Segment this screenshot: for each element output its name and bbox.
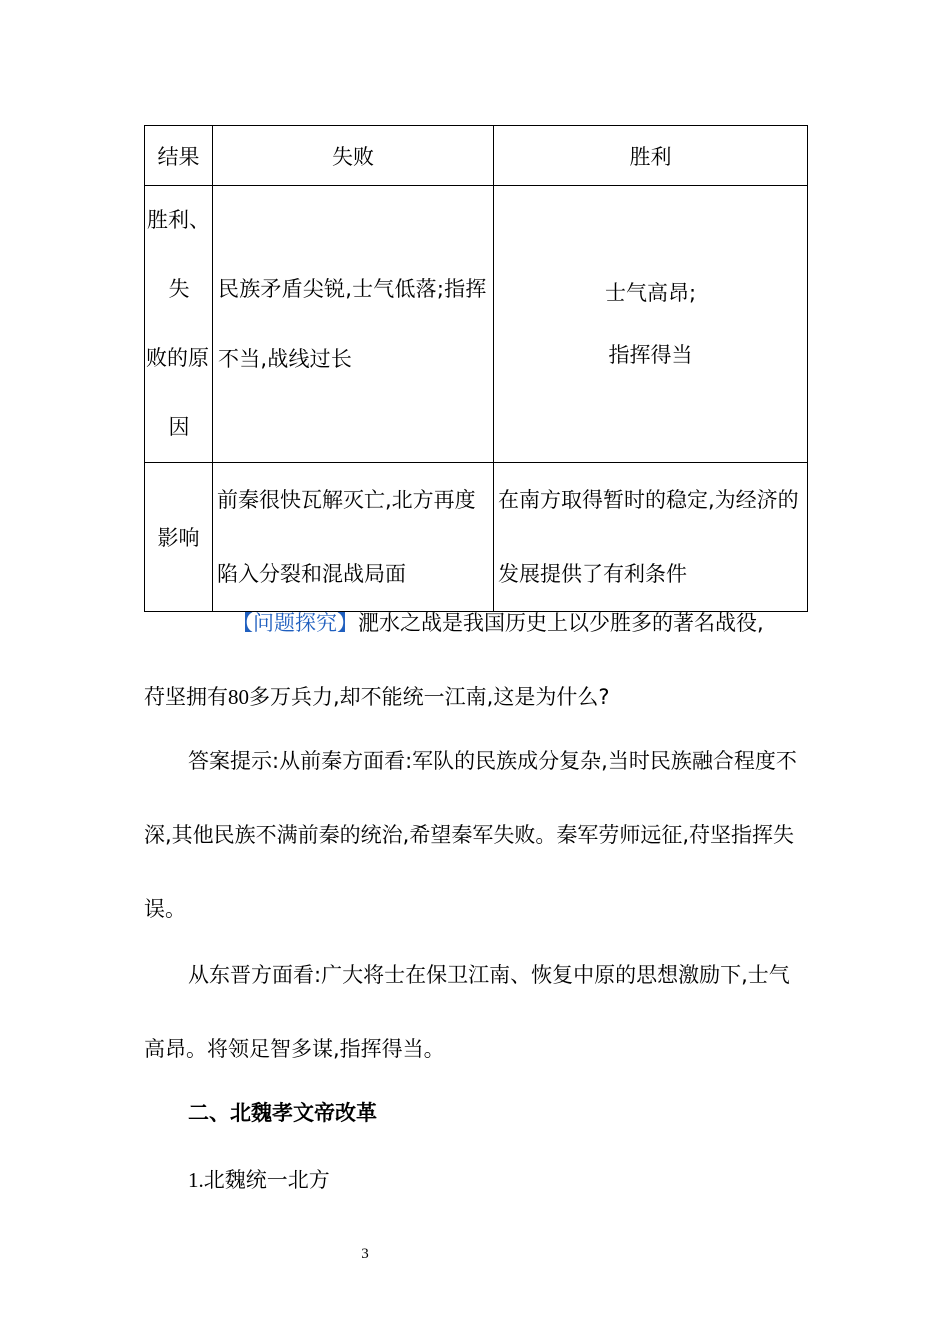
header-victory: 胜利: [494, 126, 808, 186]
impact-failure-text: 前秦很快瓦解灭亡,北方再度陷入分裂和混战局面: [217, 488, 476, 586]
reason-victory-line: 指挥得当: [608, 343, 693, 367]
section-heading: 二、北魏孝文帝改革: [188, 1101, 377, 1125]
question-text-line2a: 苻坚拥有: [144, 685, 228, 709]
question-text-line2b: 多万兵力,却不能统一江南,这是为什么?: [249, 685, 610, 709]
reason-label-line: 因: [168, 415, 190, 439]
impact-victory-text: 在南方取得暂时的稳定,为经济的发展提供了有利条件: [498, 488, 799, 586]
reason-label-line: 胜利、: [147, 208, 210, 232]
subsection-text: 北魏统一北方: [203, 1168, 330, 1192]
reason-label-line: 败的原: [146, 346, 209, 370]
answer-paragraph-1: 答案提示:从前秦方面看:军队的民族成分复杂,当时民族融合程度不深,其他民族不满前秦的统治,希望秦军失败。秦军劳师远征,苻坚指挥失误。: [144, 749, 797, 921]
header-result: 结果: [145, 126, 213, 186]
reason-failure-text: 民族矛盾尖锐,士气低落;指挥不当,战线过长: [218, 277, 487, 371]
question-number: 80: [228, 685, 249, 709]
header-failure: 失败: [213, 126, 494, 186]
comparison-table: [144, 125, 808, 612]
reason-label-cell: [145, 186, 213, 463]
table-header-row: [145, 126, 808, 186]
reason-victory-line: 士气高昂;: [604, 281, 697, 305]
reason-victory-cell: [494, 186, 808, 463]
table-row-reasons: [145, 186, 808, 463]
answer-paragraph-2: 从东晋方面看:广大将士在保卫江南、恢复中原的思想激励下,士气高昂。将领足智多谋,指挥得当。: [144, 963, 790, 1061]
reason-label-line: 失: [168, 277, 190, 301]
subsection-heading: [188, 1145, 330, 1215]
question-paragraph: [144, 586, 808, 734]
question-text-line1: 淝水之战是我国历史上以少胜多的著名战役,: [358, 611, 764, 635]
impact-label: 影响: [145, 463, 213, 612]
question-tag: 【问题探究】: [232, 611, 358, 635]
subsection-number: 1.: [188, 1168, 204, 1192]
page-number: 3: [361, 1246, 369, 1262]
reason-failure-cell: [213, 186, 494, 463]
